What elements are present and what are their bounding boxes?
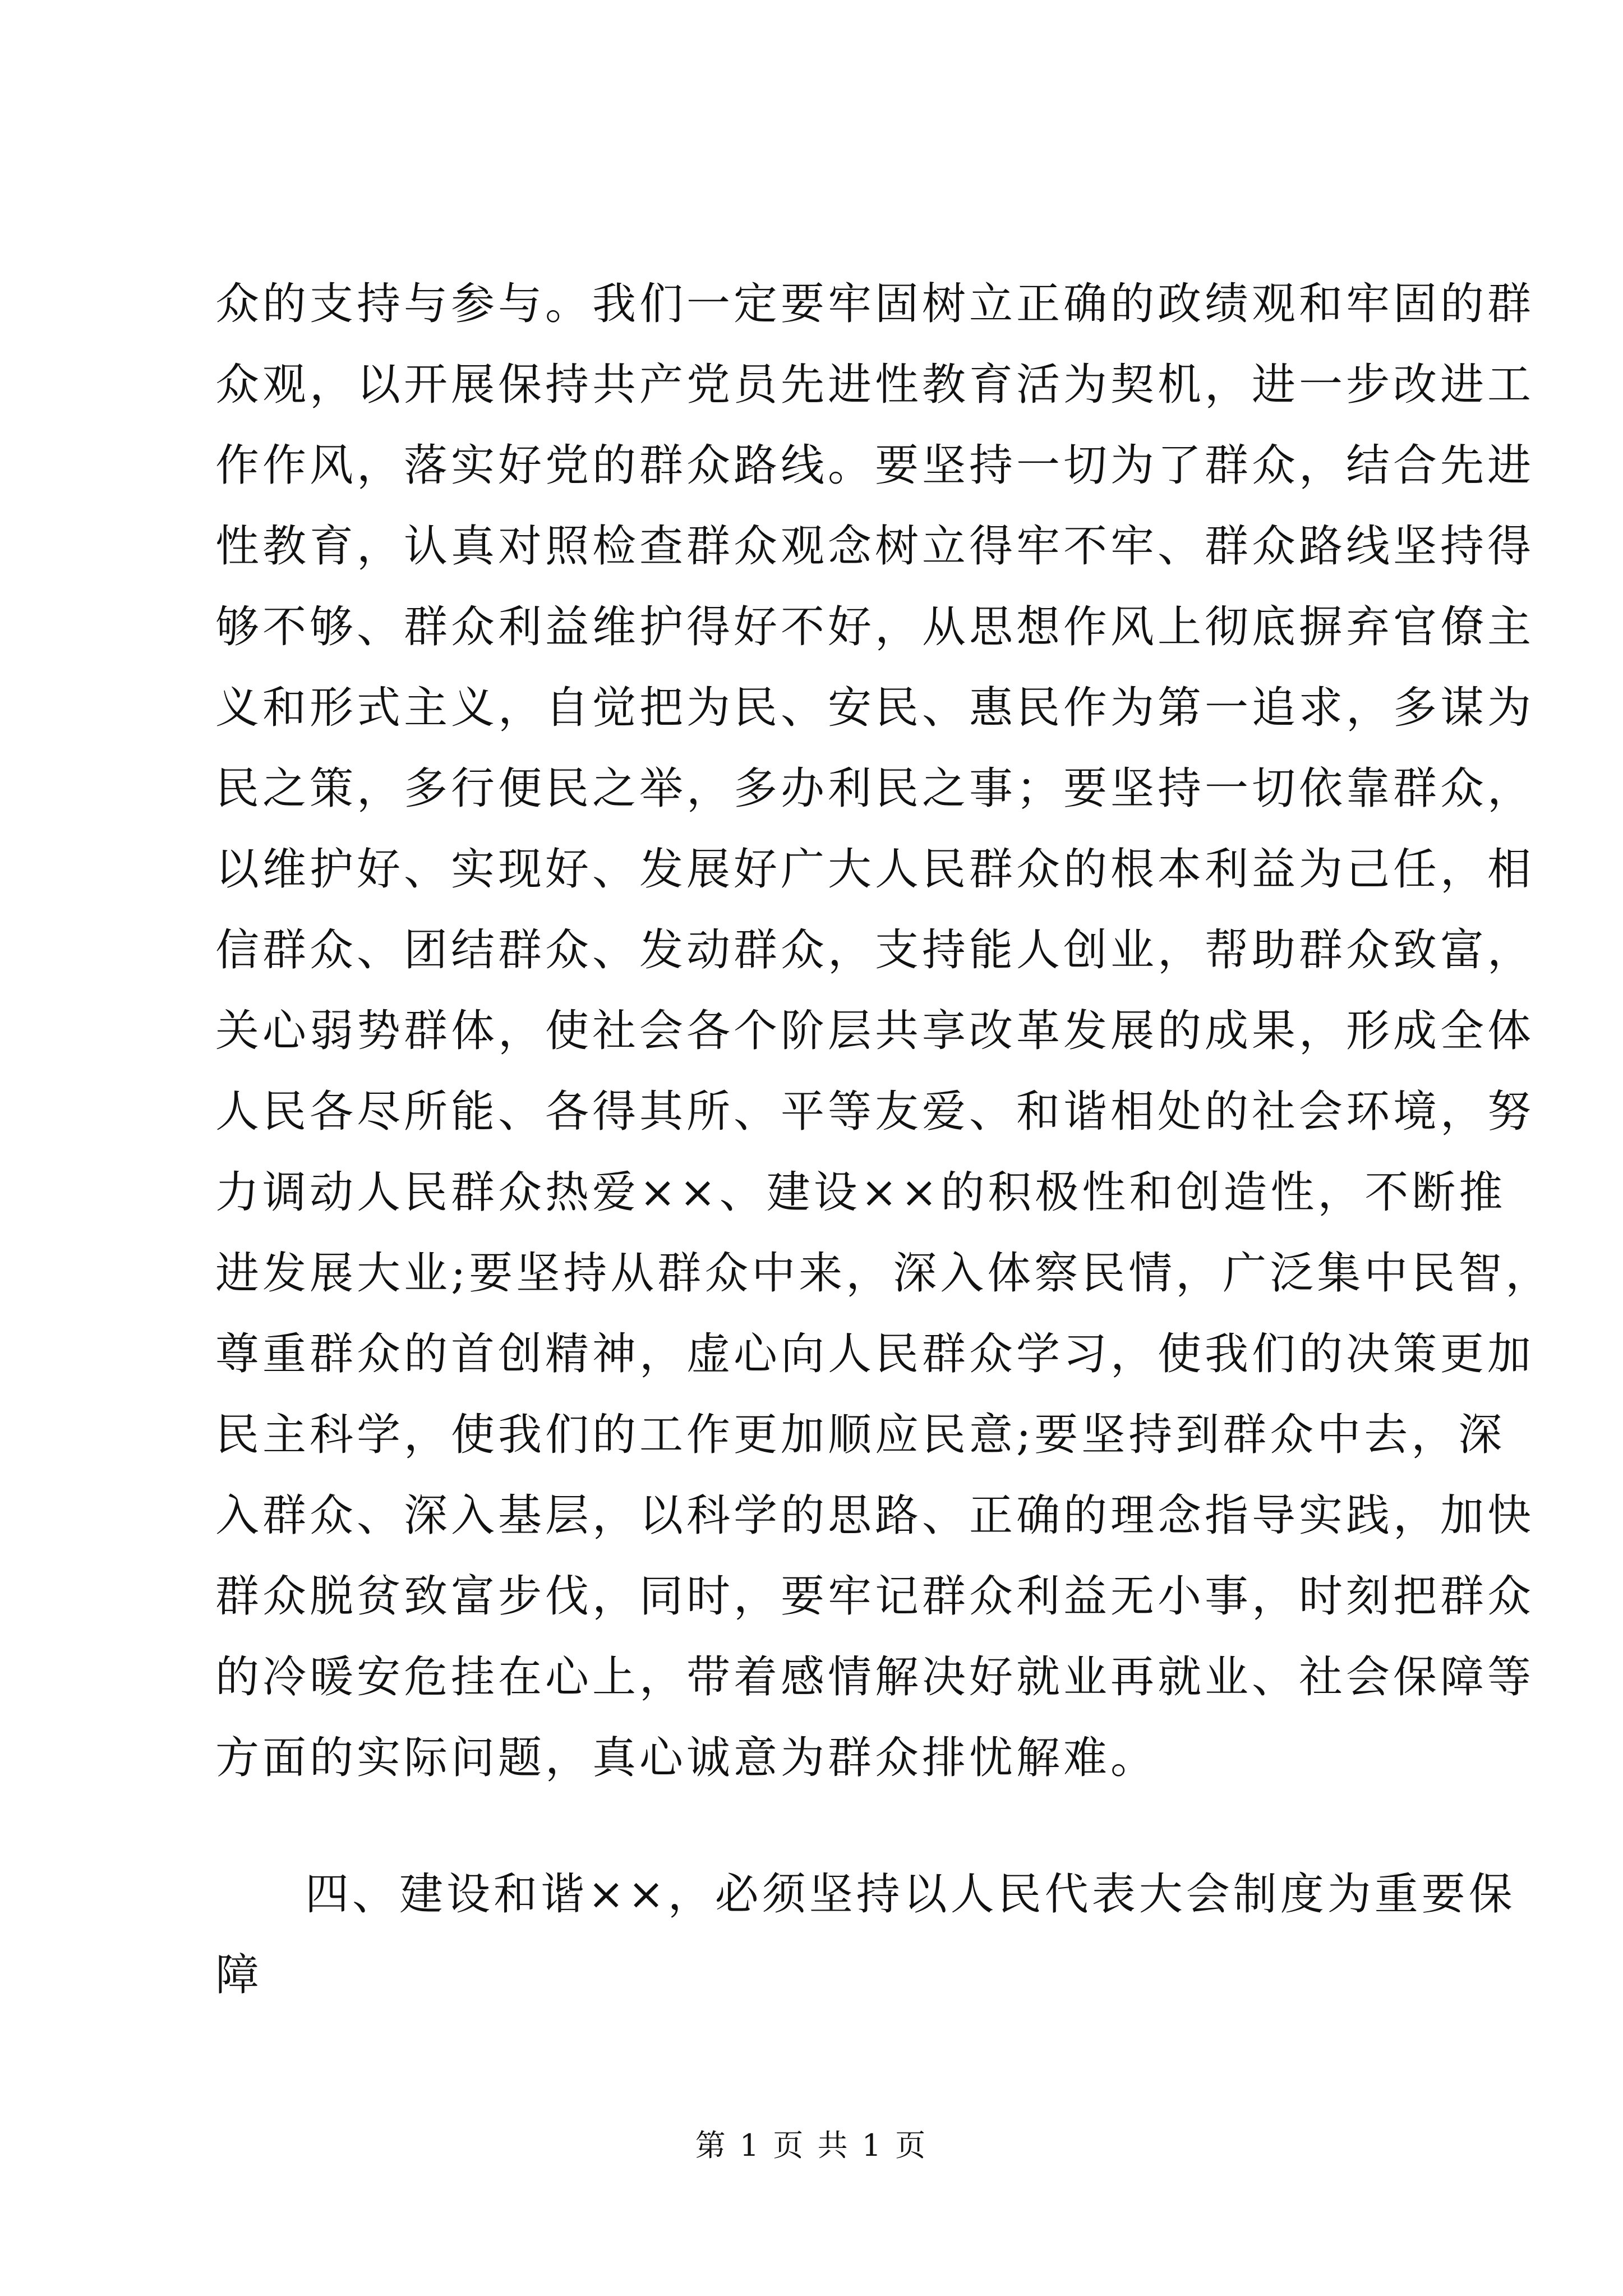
paragraph-line: 尊重群众的首创精神，虚心向人民群众学习，使我们的决策更加 [215, 1329, 1535, 1379]
section-heading [215, 1854, 1516, 2016]
section-heading-line: 障 [215, 1950, 263, 2000]
paragraph-line: 性教育，认真对照检查群众观念树立得牢不牢、群众路线坚持得 [215, 521, 1535, 572]
paragraph-line: 力调动人民群众热爱××、建设××的积极性和创造性，不断推 [215, 1167, 1506, 1218]
paragraph-line: 众观，以开展保持共产党员先进性教育活为契机，进一步改进工 [215, 360, 1535, 410]
page-number-footer: 第 1 页 共 1 页 [695, 2128, 928, 2163]
paragraph-line: 群众脱贫致富步伐，同时，要牢记群众利益无小事，时刻把群众 [215, 1571, 1535, 1622]
paragraph-line: 以维护好、实现好、发展好广大人民群众的根本利益为己任，相 [215, 844, 1535, 895]
paragraph-line: 民主科学，使我们的工作更加顺应民意;要坚持到群众中去，深 [215, 1410, 1506, 1460]
body-paragraph [215, 264, 1553, 1798]
paragraph-line: 够不够、群众利益维护得好不好，从思想作风上彻底摒弃官僚主 [215, 602, 1535, 652]
paragraph-line: 民之策，多行便民之举，多办利民之事；要坚持一切依靠群众， [215, 763, 1535, 814]
paragraph-line: 的冷暖安危挂在心上，带着感情解决好就业再就业、社会保障等 [215, 1652, 1535, 1703]
paragraph-line: 信群众、团结群众、发动群众，支持能人创业，帮助群众致富， [215, 925, 1535, 976]
paragraph-line: 作作风，落实好党的群众路线。要坚持一切为了群众，结合先进 [215, 440, 1535, 491]
paragraph-line: 众的支持与参与。我们一定要牢固树立正确的政绩观和牢固的群 [215, 279, 1535, 329]
section-heading-line: 四、建设和谐××，必须坚持以人民代表大会制度为重要保 [305, 1869, 1516, 1920]
paragraph-line: 义和形式主义，自觉把为民、安民、惠民作为第一追求，多谋为 [215, 683, 1535, 733]
paragraph-line: 人民各尽所能、各得其所、平等友爱、和谐相处的社会环境，努 [215, 1087, 1535, 1137]
paragraph-line: 关心弱势群体，使社会各个阶层共享改革发展的成果，形成全体 [215, 1006, 1535, 1056]
paragraph-line: 入群众、深入基层，以科学的思路、正确的理念指导实践，加快 [215, 1490, 1535, 1541]
paragraph-line: 进发展大业;要坚持从群众中来，深入体察民情，广泛集中民智， [215, 1248, 1553, 1299]
paragraph-line: 方面的实际问题，真心诚意为群众排忧解难。 [215, 1733, 1158, 1783]
